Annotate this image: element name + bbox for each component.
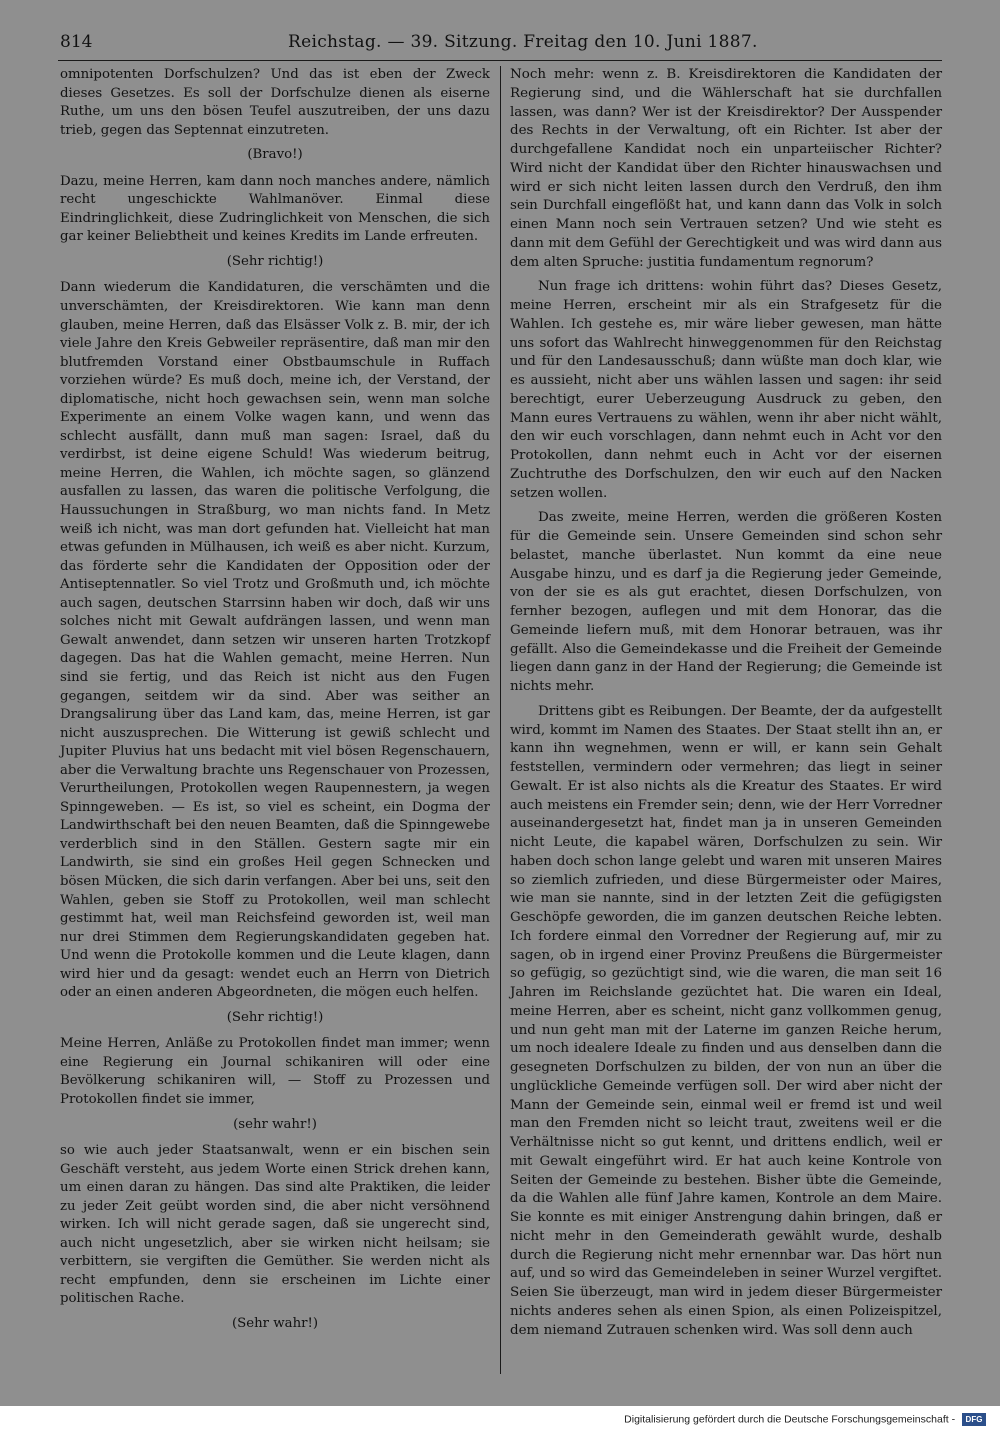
page-number: 814 xyxy=(60,32,93,52)
right-column xyxy=(510,66,942,1346)
column-divider xyxy=(500,66,501,1374)
left-interjection: (Sehr richtig!) xyxy=(226,253,324,269)
left-paragraph: Dann wiederum die Kandidaturen, die verschämten und die unverschämten, der Kreisdirektoren. Wie kann man denn glauben, meine Herren, daß das Elsässer Volk z. B. mir, der ich viele Jahre den Kreis Gebweiler repräsentire, daß man mir den blutfremden Vorstand einer Obstbaumschule in Ruffach vorziehen würde? Es muß doch, meine ich, der Verstand, der diplomatische, nicht hoch gewachsen sein, wenn man solche Experimente an einem Volke wagen kann, und wenn das schlecht ausfällt, dann muß man sagen: Israel, daß du verdirbst, ist deine eigene Schuld! Was wiederum beitrug, meine Herren, die Wahlen, ich möchte sagen, so glänzend ausfallen zu lassen, das waren die politische Verfolgung, die Haussuchungen in Straßburg, wo man nichts fand. In Metz weiß ich nicht, was man dort gefunden hat. Vielleicht hat man etwas gefunden in Mülhausen, ich weiß es aber nicht. Kurzum, das förderte sehr die Kandidaten der Opposition oder der Antiseptennatler. So viel Trotz und Großmuth und, ich möchte auch sagen, deutschen Starrsinn haben wir doch, daß wir uns solches nicht mit Gewalt aufdrängen lassen, und wenn man Gewalt anwendet, dann setzen wir unseren harten Trotzkopf dagegen. Das hat die Wahlen gemacht, meine Herren. Nun sind sie fertig, und das Reich ist nicht aus den Fugen gegangen, seitdem wir da sind. Aber was seither an Drangsalirung über das Land kam, das, meine Herren, ist gar nicht auszusprechen. Die Witterung ist gewiß schlecht und Jupiter Pluvius hat uns bedacht mit viel bösen Regenschauern, aber die Verwaltung brachte uns Regenschauer von Prozessen, Verurtheilungen, Protokollen wegen Raupennestern, ja wegen Spinngeweben. — Es ist, so viel es scheint, ein Dogma der Landwirthschaft bei den neuen Beamten, daß die Spinngewebe verderblich sind in den Ställen. Gestern sagte mir ein Landwirth, sie sind ein großes Heil gegen Schnecken und bösen Mücken, die sich darin verfangen. Aber bei uns, seit den Wahlen, geben sie Stoff zu Protokollen, weil man schlecht gestimmt hat, weil man Reichsfeind geworden ist, weil man nur drei Stimmen dem Regierungskandidaten gegeben hat. Und wenn die Protokolle kommen und die Leute klagen, dann wird hier und da gesagt: wendet euch an Herrn von Dietrich oder an einen anderen Abgeordneten, die mögen euch helfen. xyxy=(60,280,490,1001)
left-interjection: (sehr wahr!) xyxy=(233,1116,317,1132)
header-rule xyxy=(58,60,942,61)
running-head: Reichstag. — 39. Sitzung. Freitag den 10. Juni 1887. xyxy=(288,32,758,52)
left-column xyxy=(60,66,490,1342)
right-paragraph: Das zweite, meine Herren, werden die größeren Kosten für die Gemeinde sein. Unsere Gemeinden sind schon sehr belastet, manche überlastet. Nun kommt da eine neue Ausgabe hinzu, und es darf ja die Regierung jeder Gemeinde, von der sie es als gut erachtet, diesen Dorfschulzen, von fernher bezogen, auflegen und mit dem Honorar, das die Gemeinde liefern muß, mit dem Honorar betrauen, was ihr gefällt. Also die Gemeindekasse und die Freiheit der Gemeinde liegen dann ganz in der Hand der Regierung; die Gemeinde ist nichts mehr. xyxy=(510,510,942,694)
left-interjection: (Sehr richtig!) xyxy=(226,1009,324,1025)
footer xyxy=(624,1413,986,1426)
right-paragraph: Drittens gibt es Reibungen. Der Beamte, der da aufgestellt wird, kommt im Namen des Staates. Der Staat stellt ihn an, er kann ihn wegnehmen, wenn er will, er kann sein Gehalt feststellen, vermindern oder vermehren; das liegt in seiner Gewalt. Er ist also nichts als die Kreatur des Staates. Er wird auch meistens ein Fremder sein; denn, wie der Herr Vorredner auseinandergesetzt hat, findet man ja in unseren Gemeinden nicht Leute, die kapabel wären, Dorfschulzen zu sein. Wir haben doch schon lange gelebt und waren mit unseren Maires so ziemlich zufrieden, und diese Bürgermeister oder Maires, wie man sie nannte, sind in der letzten Zeit die gefügigsten Geschöpfe geworden, die im ganzen deutschen Reiche lebten. Ich fordere einmal den Vorredner der Regierung auf, mir zu sagen, ob in irgend einer Provinz Preußens die Bürgermeister so gefügig, so gezüchtigt sind, wie die waren, die man seit 16 Jahren im Reichslande gezüchtet hat. Die waren ein Ideal, meine Herren, aber es scheint, nicht ganz vollkommen genug, und nun geht man mit der Laterne im ganzen Reiche herum, um noch idealere Ideale zu finden und aus denselben dann die gesegneten Dorfschulzen zu bilden, der von nun an über die unglückliche Gemeinde verfügen soll. Der wird aber nicht der Mann der Gemeinde sein, einmal weil er fremd ist und weil man den Fremden nicht so leicht traut, zweitens weil er die Verhältnisse nicht so gut kennt, und drittens endlich, weil er mit Gewalt eingeführt wird. Er hat auch keine Kontrole von Seiten der Gemeinde zu bestehen. Bisher übte die Gemeinde, da die Wahlen alle fünf Jahre kamen, Kontrole an dem Maire. Sie konnte es mit einiger Anstrengung dahin bringen, daß er nicht mehr in den Gemeinderath gewählt wurde, deshalb durch die Regierung nicht mehr ernennbar war. Das hört nun auf, und so wird das Gemeindeleben in seiner Wurzel vergiftet. Seien Sie überzeugt, man wird in jedem dieser Bürgermeister nichts anderes sehen als einen Spion, als einen Polizeispitzel, dem niemand Zutrauen schenken wird. Was soll denn auch xyxy=(510,703,942,1338)
left-interjection: (Sehr wahr!) xyxy=(231,1316,319,1331)
left-paragraph: so wie auch jeder Staatsanwalt, wenn er ein bischen sein Geschäft versteht, aus jedem Worte einen Strick drehen kann, um einen daran zu hängen. Das sind alte Praktiken, die leider zu jeder Zeit geübt worden sind, die aber nicht versöhnend wirken. Ich will nicht gerade sagen, daß sie ungerecht sind, auch nicht ungesetzlich, aber sie wirken nicht heilsam; sie verbittern, sie vergiften die Gemüther. Sie werden nicht als recht empfunden, denn sie erscheinen im Lichte einer politischen Rache. xyxy=(60,1143,490,1307)
left-interjection: (Bravo!) xyxy=(247,147,303,163)
dfg-logo-icon: DFG xyxy=(962,1413,986,1426)
left-paragraph: omnipotenten Dorfschulzen? Und das ist eben der Zweck dieses Gesetzes. Es soll der Dorfschulze dienen als eiserne Ruthe, um uns den bösen Teufel auszutreiben, der uns dazu trieb, gegen das Septennat einzutreten. xyxy=(60,67,490,138)
right-paragraph: Noch mehr: wenn z. B. Kreisdirektoren die Kandidaten der Regierung sind, und die Wählerschaft hat sie durchfallen lassen, was dann? Wer ist der Kreisdirektor? Der Ausspender des Rechts in der Verwaltung, oft ein Richter. Ist aber der durchgefallene Kandidat noch ein unparteiischer Richter? Wird nicht der Kandidat über den Richter hinauswachsen und wird er sich nicht leiten lassen durch den Verdruß, den ihm sein Durchfall eingeflößt hat, und kann dann das Volk in solch einen Mann noch sein Vertrauen setzen? Und wie steht es dann mit dem Gefühl der Gerechtigkeit und was wird dann aus dem alten Spruche: justitia fundamentum regnorum? xyxy=(510,67,942,270)
left-paragraph: Meine Herren, Anläße zu Protokollen findet man immer; wenn eine Regierung ein Journal schikaniren will oder eine Bevölkerung schikaniren will, — Stoff zu Prozessen und Protokollen findet sie immer, xyxy=(60,1036,490,1107)
footer-text: Digitalisierung gefördert durch die Deutsche Forschungsgemeinschaft - xyxy=(624,1413,956,1426)
right-paragraph: Nun frage ich drittens: wohin führt das? Dieses Gesetz, meine Herren, erscheint mir als ein Strafgesetz für die Wahlen. Ich gestehe es, mir wäre lieber gewesen, man hätte uns sofort das Wahlrecht hinweggenommen für den Reichstag und für den Landesausschuß; dann wüßte man doch klar, wie es aussieht, nicht aber uns wählen lassen und sagen: ihr seid berechtigt, eurer Ueberzeugung Ausdruck zu geben, den Mann eures Vertrauens zu wählen, wenn ihr aber nicht wählt, den wir euch vorschlagen, dann nehmt euch in Acht vor den Protokollen, dann nehmt euch in Acht vor der eisernen Zuchtruthe des Dorfschulzen, den wir euch auf den Nacken setzen wollen. xyxy=(510,279,942,501)
left-paragraph: Dazu, meine Herren, kam dann noch manches andere, nämlich recht ungeschickte Wahlmanöver. Einmal diese Eindringlichkeit, diese Zudringlichkeit von Menschen, die sich gar keiner Beliebtheit und keines Kredits im Lande erfreuten. xyxy=(60,173,490,245)
page-header xyxy=(58,30,942,56)
